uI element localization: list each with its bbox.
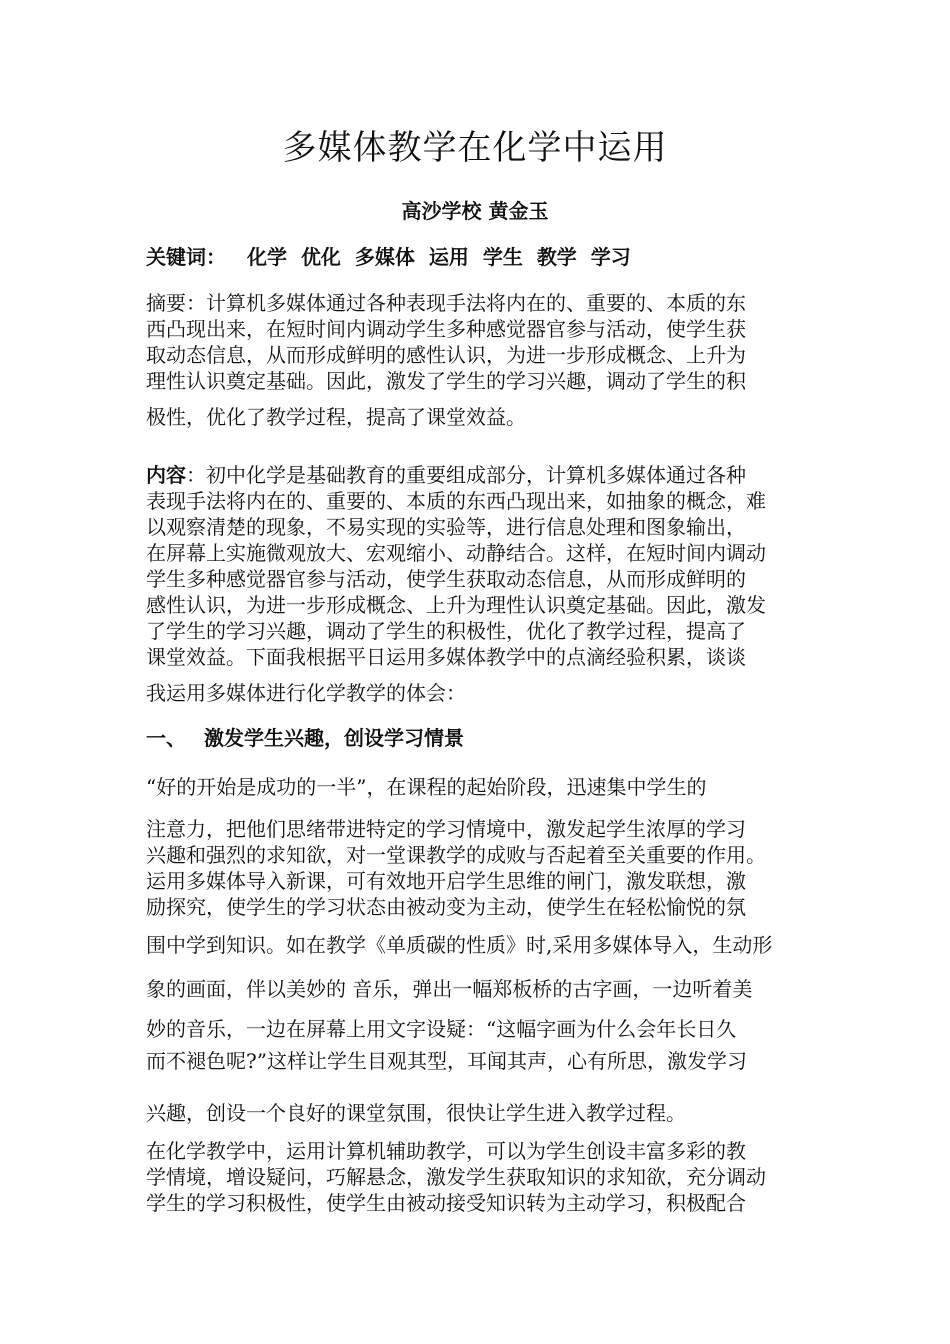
content-line: 表现手法将内在的、重要的、本质的东西凸现出来，如抽象的概念，难 — [146, 489, 766, 513]
section-line: 兴趣和强烈的求知欲，对一堂课教学的成败与否起着至关重要的作用。 — [146, 843, 766, 867]
content-line: 课堂效益。下面我根据平日运用多媒体教学中的点滴经验积累，谈谈 — [146, 645, 746, 669]
keyword: 教学 — [536, 245, 577, 269]
abstract-line: 取动态信息，从而形成鲜明的感性认识，为进一步形成概念、上升为 — [146, 343, 746, 367]
section-line: 学情境，增设疑问，巧解悬念，激发学生获取知识的求知欲，充分调动 — [146, 1165, 766, 1189]
keywords-line — [146, 242, 638, 272]
content-label: 内容 — [146, 463, 186, 487]
keyword: 化学 — [246, 245, 287, 269]
abstract-line: 理性认识奠定基础。因此，激发了学生的学习兴趣，调动了学生的积 — [146, 369, 746, 393]
section-line: 运用多媒体导入新课，可有效地开启学生思维的闸门，激发联想，激 — [146, 869, 746, 893]
section-line: 在化学教学中，运用计算机辅助教学，可以为学生创设丰富多彩的教 — [146, 1139, 746, 1163]
document-title: 多媒体教学在化学中运用 — [282, 128, 668, 168]
author-line: 高沙学校 黄金玉 — [401, 199, 549, 223]
content-line: 在屏幕上实施微观放大、宏观缩小、动静结合。这样，在短时间内调动 — [146, 541, 766, 565]
section-line: 注意力，把他们思绪带进特定的学习情境中，激发起学生浓厚的学习 — [146, 817, 746, 841]
abstract-line: 西凸现出来，在短时间内调动学生多种感觉器官参与活动，使学生获 — [146, 317, 746, 341]
section-line: 励探究，使学生的学习状态由被动变为主动，使学生在轻松愉悦的氛 — [146, 895, 746, 919]
section-line: 兴趣，创设一个良好的课堂氛围，很快让学生进入教学过程。 — [146, 1101, 686, 1125]
section-line: 围中学到知识。如在教学《单质碳的性质》时,采用多媒体导入，生动形 — [146, 933, 773, 957]
section-line: 象的画面，伴以美妙的 音乐，弹出一幅郑板桥的古字画，一边听着美 — [146, 977, 753, 1001]
keyword: 学生 — [482, 245, 523, 269]
section-number: 一、 — [146, 726, 186, 750]
section-line: 而不褪色呢?”这样让学生目观其型，耳闻其声，心有所思，激发学习 — [146, 1049, 747, 1073]
keywords-label: 关键词： — [146, 245, 226, 269]
section-title: 激发学生兴趣，创设学习情景 — [204, 726, 464, 750]
content-text: ：初中化学是基础教育的重要组成部分，计算机多媒体通过各种 — [186, 463, 746, 487]
keyword: 优化 — [300, 245, 341, 269]
section-line: “好的开始是成功的一半”，在课程的起始阶段，迅速集中学生的 — [146, 775, 707, 799]
content-line — [146, 462, 746, 488]
abstract-line: 极性，优化了教学过程，提高了课堂效益。 — [146, 405, 526, 429]
content-line: 学生多种感觉器官参与活动，使学生获取动态信息，从而形成鲜明的 — [146, 567, 746, 591]
content-line: 了学生的学习兴趣，调动了学生的积极性，优化了教学过程，提高了 — [146, 619, 746, 643]
section-line: 学生的学习积极性，使学生由被动接受知识转为主动学习，积极配合 — [146, 1191, 746, 1215]
abstract-line: 摘要：计算机多媒体通过各种表现手法将内在的、重要的、本质的东 — [146, 291, 746, 315]
keyword: 多媒体 — [354, 245, 415, 269]
keyword: 学习 — [590, 245, 631, 269]
section-heading — [146, 724, 464, 752]
content-line: 我运用多媒体进行化学教学的体会： — [146, 681, 466, 705]
keyword: 运用 — [428, 245, 469, 269]
content-line: 以观察清楚的现象，不易实现的实验等，进行信息处理和图象输出， — [146, 515, 746, 539]
content-line: 感性认识，为进一步形成概念、上升为理性认识奠定基础。因此，激发 — [146, 593, 766, 617]
section-line: 妙的音乐，一边在屏幕上用文字设疑：“这幅字画为什么会年长日久 — [146, 1017, 737, 1041]
